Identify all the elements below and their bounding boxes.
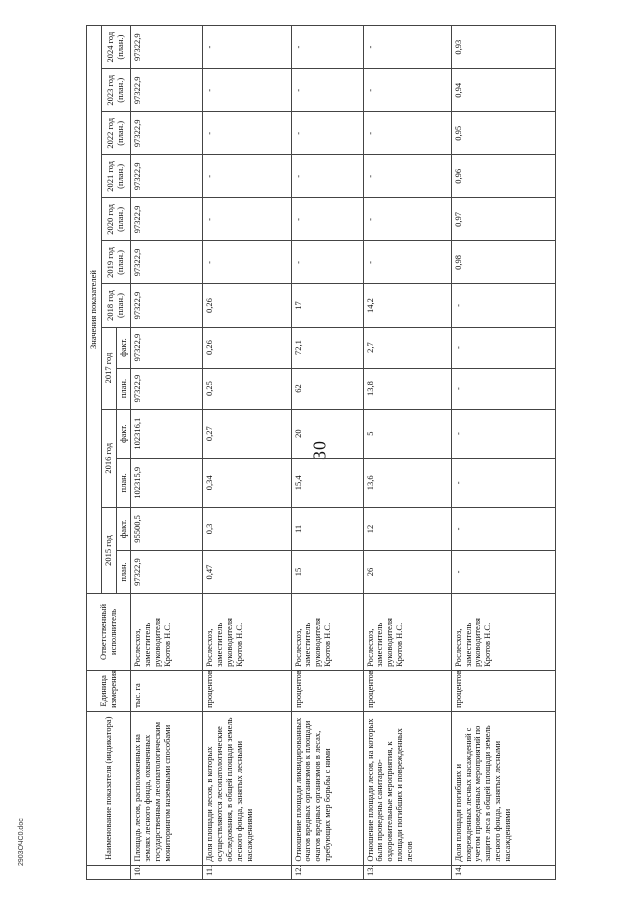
header-responsible: Ответственный исполнитель [87,594,131,671]
row-number: 13. [363,865,451,879]
value-cell: 0,94 [451,69,555,112]
indicator-name: Площадь лесов, расположенных на землях лесного фонда, охваченных государственным лесопатологическим мониторингом наземными способами [131,711,203,865]
value-cell: 17 [291,284,363,327]
unit-cell: процентов [203,670,291,711]
header-plan: план. [116,458,131,507]
value-cell: 11 [291,507,363,550]
value-cell: 0,3 [203,507,291,550]
header-2019: 2019 год (план.) [101,241,131,284]
value-cell: - [203,198,291,241]
value-cell: 95500,5 [131,507,203,550]
value-cell: 0,47 [203,550,291,593]
value-cell: 0,97 [451,198,555,241]
header-values-group: Значения показателей [87,26,102,594]
value-cell: - [363,26,451,69]
value-cell: - [291,69,363,112]
indicator-name: Отношение площади лесов, на которых были проведены санитарно-оздоровительные мероприятия, к площади погибших и поврежденных лесов [363,711,451,865]
value-cell: - [363,112,451,155]
value-cell: 0,26 [203,327,291,368]
value-cell: 72,1 [291,327,363,368]
value-cell: 20 [291,409,363,458]
header-2020: 2020 год (план.) [101,198,131,241]
value-cell: - [451,284,555,327]
value-cell: 97322,9 [131,155,203,198]
value-cell: 102315,9 [131,458,203,507]
value-cell: 13,8 [363,368,451,409]
value-cell: - [291,198,363,241]
header-plan: план. [116,550,131,593]
value-cell: - [291,26,363,69]
header-fact: факт. [116,507,131,550]
value-cell: - [203,112,291,155]
value-cell: 0,34 [203,458,291,507]
value-cell: 97322,9 [131,284,203,327]
table-row [131,26,203,880]
rotated-table-wrapper [86,25,556,880]
responsible-cell: Рослесхоз, заместитель руководителя Кротов Н.С. [451,594,555,671]
table-row [203,26,291,880]
table-row [451,26,555,880]
value-cell: 14,2 [363,284,451,327]
value-cell: - [451,458,555,507]
value-cell: - [451,507,555,550]
value-cell: 62 [291,368,363,409]
value-cell: 0,95 [451,112,555,155]
row-number: 10. [131,865,203,879]
value-cell: - [451,409,555,458]
responsible-cell: Рослесхоз, заместитель руководителя Кротов Н.С. [203,594,291,671]
header-2023: 2023 год (план.) [101,69,131,112]
value-cell: 97322,9 [131,550,203,593]
header-2015: 2015 год [101,507,116,593]
header-number [87,865,131,879]
header-2022: 2022 год (план.) [101,112,131,155]
value-cell: - [451,550,555,593]
indicator-name: Доля площади лесов, в которых осуществляются лесопатологические обследования, в общей площади земель лесного фонда, занятых лесными насаждениями [203,711,291,865]
header-indicator-name: Наименование показателя (индикатора) [87,711,131,865]
header-unit: Единица измерения [87,670,131,711]
value-cell: - [451,368,555,409]
value-cell: 26 [363,550,451,593]
header-2024: 2024 год (план.) [101,26,131,69]
header-2021: 2021 год (план.) [101,155,131,198]
responsible-cell: Рослесхоз, заместитель руководителя Кротов Н.С. [291,594,363,671]
footer-file-code: 2903ОЧС0.doc [18,818,25,866]
value-cell: 13,6 [363,458,451,507]
header-fact: факт. [116,409,131,458]
value-cell: 15 [291,550,363,593]
row-number: 14. [451,865,555,879]
value-cell: 0,93 [451,26,555,69]
value-cell: 97322,9 [131,368,203,409]
value-cell: 0,98 [451,241,555,284]
header-plan: план. [116,368,131,409]
value-cell: 12 [363,507,451,550]
value-cell: - [291,155,363,198]
header-fact: факт. [116,327,131,368]
value-cell: 0,96 [451,155,555,198]
value-cell: 0,27 [203,409,291,458]
value-cell: - [451,327,555,368]
unit-cell: тыс. га [131,670,203,711]
value-cell: 97322,9 [131,69,203,112]
header-2016: 2016 год [101,409,116,507]
value-cell: 15,4 [291,458,363,507]
page-number: 30 [309,440,330,460]
indicator-name: Отношение площади ликвидированных очагов вредных организмов к площади очагов вредных организмов в лесах, требующих мер борьбы с ними [291,711,363,865]
table-row [363,26,451,880]
value-cell: - [203,26,291,69]
value-cell: 97322,9 [131,327,203,368]
value-cell: 97322,9 [131,112,203,155]
value-cell: 5 [363,409,451,458]
value-cell: 102316,1 [131,409,203,458]
value-cell: - [203,241,291,284]
header-2018: 2018 год (план.) [101,284,131,327]
indicator-name: Доля площади погибших и поврежденных лесных насаждений с учетом проведенных мероприятий по защите леса в общей площади земель лесного фонда, занятых лесными насаждениями [451,711,555,865]
unit-cell: процентов [451,670,555,711]
value-cell: 97322,9 [131,198,203,241]
value-cell: - [363,69,451,112]
value-cell: - [291,112,363,155]
responsible-cell: Рослесхоз, заместитель руководителя Кротов Н.С. [363,594,451,671]
row-number: 11. [203,865,291,879]
value-cell: - [363,155,451,198]
value-cell: 0,25 [203,368,291,409]
value-cell: - [363,241,451,284]
value-cell: 97322,9 [131,241,203,284]
unit-cell: процентов [291,670,363,711]
unit-cell: процентов [363,670,451,711]
value-cell: - [203,69,291,112]
value-cell: 0,26 [203,284,291,327]
table-row [291,26,363,880]
header-2017: 2017 год [101,327,116,409]
indicators-table [86,25,556,880]
value-cell: 97322,9 [131,26,203,69]
value-cell: 2,7 [363,327,451,368]
table-body [131,26,556,880]
value-cell: - [203,155,291,198]
value-cell: - [363,198,451,241]
row-number: 12. [291,865,363,879]
value-cell: - [291,241,363,284]
responsible-cell: Рослесхоз, заместитель руководителя Кротов Н.С. [131,594,203,671]
